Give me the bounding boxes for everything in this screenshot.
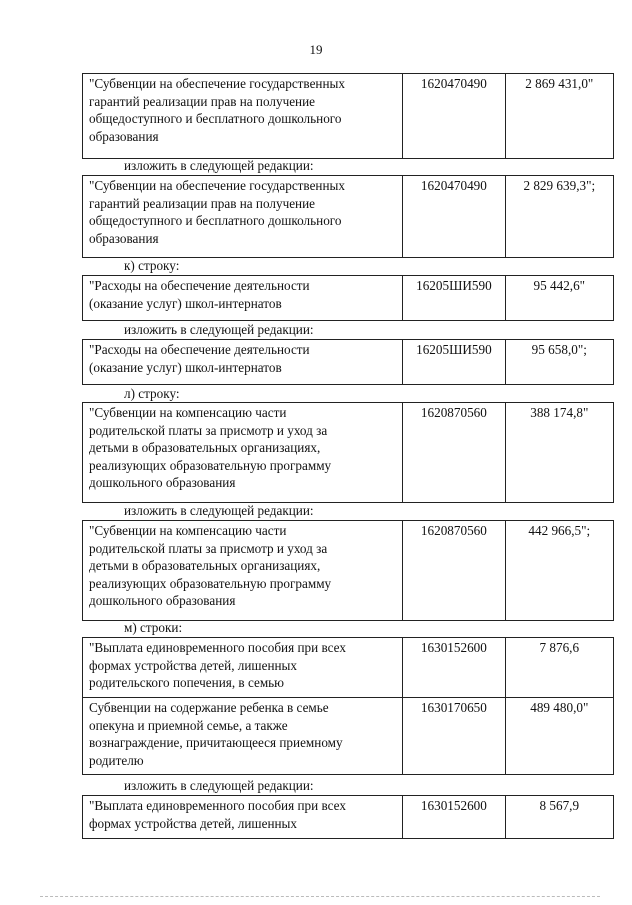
budget-table-original-boarding — [82, 275, 614, 321]
budget-table-original-foster — [82, 637, 614, 775]
budget-table-original-parental-fee — [82, 402, 614, 503]
row-amount: 388 174,8" — [505, 403, 613, 503]
table-row — [83, 521, 614, 621]
page-number: 19 — [309, 42, 323, 57]
item-k-heading: к) строку: — [124, 258, 180, 273]
row-description: Субвенции на содержание ребенка в семье опекуна и приемной семье, а также вознаграждение, причитающееся приемному родителю — [83, 698, 403, 775]
row-amount: 442 966,5"; — [505, 521, 613, 621]
row-code: 16205ШИ590 — [403, 276, 505, 321]
row-description: "Субвенции на компенсацию части родительской платы за присмотр и уход за детьми в образовательных организациях, реализующих образовательную программу дошкольного образования — [83, 403, 403, 503]
row-amount: 8 567,9 — [505, 796, 613, 839]
budget-table-new-foster — [82, 795, 614, 839]
row-description: "Расходы на обеспечение деятельности (оказание услуг) школ-интернатов — [83, 276, 403, 321]
row-code: 16205ШИ590 — [403, 340, 505, 385]
row-description: "Расходы на обеспечение деятельности (оказание услуг) школ-интернатов — [83, 340, 403, 385]
table-row — [83, 176, 614, 258]
table-row — [83, 276, 614, 321]
row-amount: 2 869 431,0" — [505, 74, 613, 159]
table-row — [83, 340, 614, 385]
budget-table-new-preschool — [82, 175, 614, 258]
row-description: "Субвенции на обеспечение государственных гарантий реализации прав на получение общедоступного и бесплатного дошкольного образования — [83, 74, 403, 159]
row-code: 1630152600 — [403, 638, 505, 698]
item-m-heading: м) строки: — [124, 620, 183, 635]
table-row — [83, 796, 614, 839]
table-row — [83, 403, 614, 503]
replace-instruction: изложить в следующей редакции: — [124, 322, 314, 337]
replace-instruction: изложить в следующей редакции: — [124, 778, 314, 793]
replace-instruction: изложить в следующей редакции: — [124, 503, 314, 518]
table-row — [83, 698, 614, 775]
budget-table-new-boarding — [82, 339, 614, 385]
row-description: "Выплата единовременного пособия при всех формах устройства детей, лишенных родительского попечения, в семью — [83, 638, 403, 698]
row-amount: 95 658,0"; — [505, 340, 613, 385]
budget-table-original-preschool — [82, 73, 614, 159]
row-code: 1620470490 — [403, 74, 505, 159]
row-description: "Субвенции на обеспечение государственных гарантий реализации прав на получение общедоступного и бесплатного дошкольного образования — [83, 176, 403, 258]
row-code: 1630170650 — [403, 698, 505, 775]
row-description: "Субвенции на компенсацию части родительской платы за присмотр и уход за детьми в образовательных организациях, реализующих образовательную программу дошкольного образования — [83, 521, 403, 621]
item-l-heading: л) строку: — [124, 386, 180, 401]
row-code: 1620870560 — [403, 521, 505, 621]
row-code: 1620470490 — [403, 176, 505, 258]
scan-artifact-line — [40, 896, 600, 898]
row-amount: 95 442,6" — [505, 276, 613, 321]
replace-instruction: изложить в следующей редакции: — [124, 158, 314, 173]
row-code: 1620870560 — [403, 403, 505, 503]
table-row — [83, 74, 614, 159]
row-amount: 7 876,6 — [505, 638, 613, 698]
row-code: 1630152600 — [403, 796, 505, 839]
table-row — [83, 638, 614, 698]
row-description: "Выплата единовременного пособия при всех формах устройства детей, лишенных — [83, 796, 403, 839]
row-amount: 2 829 639,3"; — [505, 176, 613, 258]
row-amount: 489 480,0" — [505, 698, 613, 775]
budget-table-new-parental-fee — [82, 520, 614, 621]
